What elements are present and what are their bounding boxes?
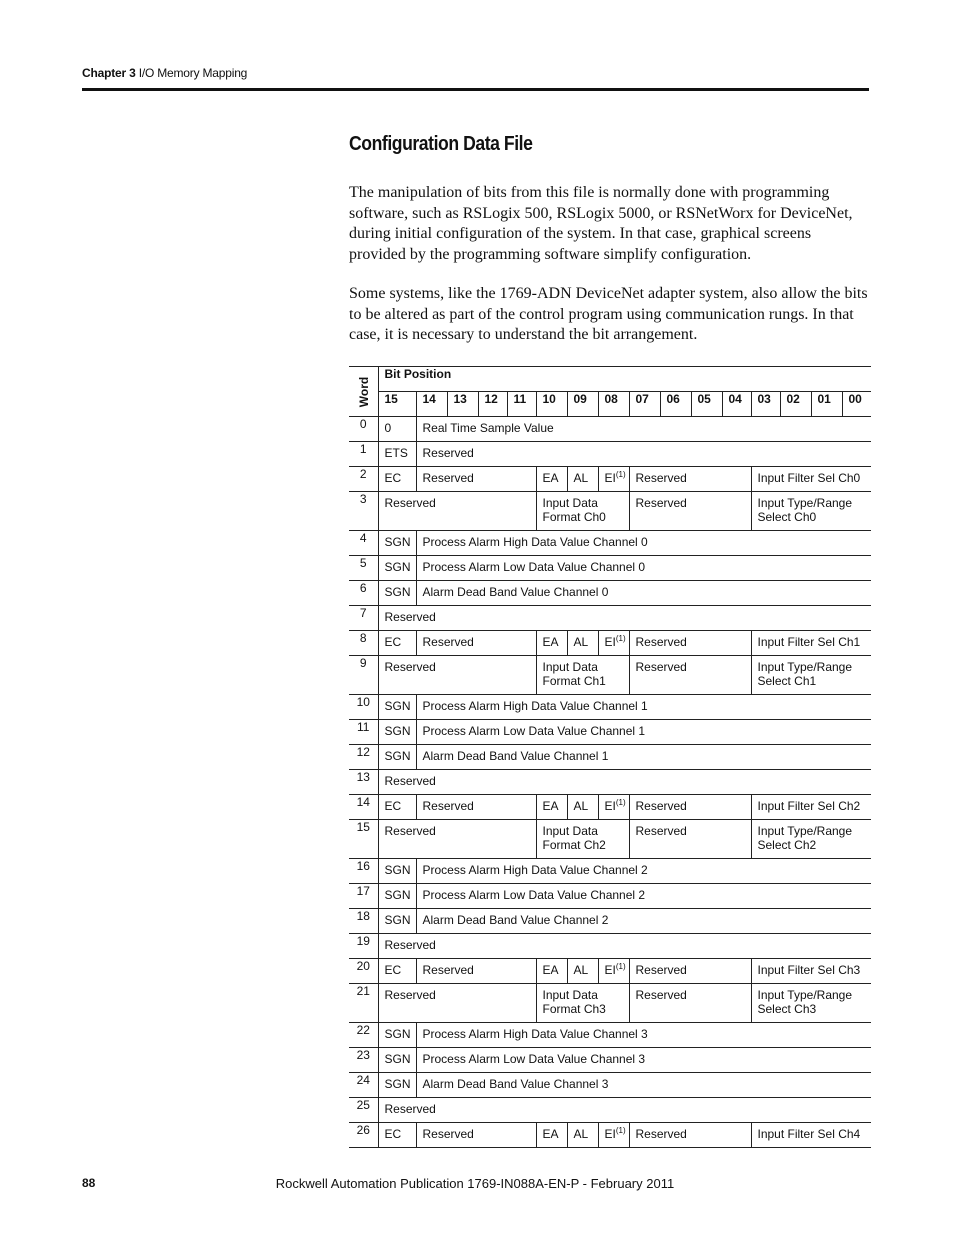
table-row bbox=[349, 720, 871, 745]
reserved-cell: Reserved bbox=[629, 492, 751, 531]
input-data-format-cell: Input Data Format Ch1 bbox=[536, 656, 629, 695]
word-number: 15 bbox=[349, 820, 378, 859]
table-row bbox=[349, 556, 871, 581]
word-number: 13 bbox=[349, 770, 378, 795]
value-cell: Process Alarm High Data Value Channel 2 bbox=[416, 859, 871, 884]
word-number: 9 bbox=[349, 656, 378, 695]
word-number: 26 bbox=[349, 1123, 378, 1148]
paragraph-1: The manipulation of bits from this file is normally done with programming software, such as RSLogix 500, RSLogix 5000, or RSNetWorx for DeviceNet, during initial configuration of the system. In that case, graphical screens provided by the programming software simplify configuration. bbox=[349, 184, 853, 263]
table-row bbox=[349, 1098, 871, 1123]
page-number: 88 bbox=[82, 1176, 96, 1190]
value-cell: Process Alarm Low Data Value Channel 1 bbox=[416, 720, 871, 745]
reserved-cell: Reserved bbox=[378, 984, 536, 1023]
ea-cell: EA bbox=[536, 959, 567, 984]
word-number: 24 bbox=[349, 1073, 378, 1098]
value-cell: Process Alarm Low Data Value Channel 2 bbox=[416, 884, 871, 909]
bit-header-01: 01 bbox=[811, 392, 842, 417]
value-cell: Alarm Dead Band Value Channel 1 bbox=[416, 745, 871, 770]
word-number: 10 bbox=[349, 695, 378, 720]
word-number: 4 bbox=[349, 531, 378, 556]
bit-header-13: 13 bbox=[447, 392, 478, 417]
word-number: 6 bbox=[349, 581, 378, 606]
bit15-cell: SGN bbox=[378, 556, 416, 581]
bit-header-09: 09 bbox=[567, 392, 598, 417]
bit-position-header: Bit Position bbox=[378, 367, 871, 392]
input-filter-cell: Input Filter Sel Ch1 bbox=[751, 631, 871, 656]
bit15-cell: SGN bbox=[378, 695, 416, 720]
word-number: 19 bbox=[349, 934, 378, 959]
reserved-cell: Reserved bbox=[378, 934, 871, 959]
bit15-cell: SGN bbox=[378, 720, 416, 745]
table-row bbox=[349, 1123, 871, 1148]
word-number: 8 bbox=[349, 631, 378, 656]
value-cell: Process Alarm High Data Value Channel 1 bbox=[416, 695, 871, 720]
reserved-cell: Reserved bbox=[416, 631, 536, 656]
reserved-cell: Reserved bbox=[416, 467, 536, 492]
input-type-range-cell: Input Type/Range Select Ch1 bbox=[751, 656, 871, 695]
table-row bbox=[349, 442, 871, 467]
word-number: 12 bbox=[349, 745, 378, 770]
value-cell: Alarm Dead Band Value Channel 3 bbox=[416, 1073, 871, 1098]
bit-header-06: 06 bbox=[660, 392, 691, 417]
word-number: 17 bbox=[349, 884, 378, 909]
reserved-cell: Reserved bbox=[378, 820, 536, 859]
section-title: Configuration Data File bbox=[349, 133, 533, 155]
configuration-bit-map-table bbox=[349, 366, 871, 1148]
ei-cell: EI$^{(1)}$ bbox=[598, 631, 629, 656]
table-row bbox=[349, 417, 871, 442]
table-row bbox=[349, 581, 871, 606]
paragraph-2: Some systems, like the 1769-ADN DeviceNet adapter system, also allow the bits to be altered as part of the control program using communication rungs. In that case, it is necessary to understand the bit arrangement. bbox=[349, 285, 868, 343]
input-filter-cell: Input Filter Sel Ch4 bbox=[751, 1123, 871, 1148]
word-number: 11 bbox=[349, 720, 378, 745]
reserved-cell: Reserved bbox=[416, 795, 536, 820]
reserved-cell: Reserved bbox=[629, 795, 751, 820]
input-data-format-cell: Input Data Format Ch2 bbox=[536, 820, 629, 859]
bit15-cell: SGN bbox=[378, 909, 416, 934]
input-type-range-cell: Input Type/Range Select Ch2 bbox=[751, 820, 871, 859]
bit-header-05: 05 bbox=[691, 392, 722, 417]
reserved-cell: Reserved bbox=[378, 492, 536, 531]
al-cell: AL bbox=[567, 467, 598, 492]
reserved-cell: Reserved bbox=[629, 820, 751, 859]
table-row bbox=[349, 859, 871, 884]
ei-cell: EI$^{(1)}$ bbox=[598, 1123, 629, 1148]
word-number: 14 bbox=[349, 795, 378, 820]
bit15-cell: SGN bbox=[378, 859, 416, 884]
al-cell: AL bbox=[567, 631, 598, 656]
table-row bbox=[349, 984, 871, 1023]
header-rule bbox=[82, 88, 869, 91]
value-cell: Alarm Dead Band Value Channel 2 bbox=[416, 909, 871, 934]
value-cell: Real Time Sample Value bbox=[416, 417, 871, 442]
bit-header-07: 07 bbox=[629, 392, 660, 417]
bit-header-04: 04 bbox=[722, 392, 751, 417]
table-row bbox=[349, 795, 871, 820]
word-number: 2 bbox=[349, 467, 378, 492]
bit-header-08: 08 bbox=[598, 392, 629, 417]
ei-cell: EI$^{(1)}$ bbox=[598, 795, 629, 820]
table-row bbox=[349, 467, 871, 492]
table-row bbox=[349, 820, 871, 859]
ei-cell: EI$^{(1)}$ bbox=[598, 959, 629, 984]
word-number: 1 bbox=[349, 442, 378, 467]
ec-cell: EC bbox=[378, 631, 416, 656]
ea-cell: EA bbox=[536, 1123, 567, 1148]
word-number: 16 bbox=[349, 859, 378, 884]
ec-cell: EC bbox=[378, 467, 416, 492]
running-header bbox=[82, 66, 247, 80]
bit-header-15: 15 bbox=[378, 392, 416, 417]
chapter-label: Chapter 3 bbox=[82, 66, 136, 80]
value-cell: Process Alarm High Data Value Channel 0 bbox=[416, 531, 871, 556]
table-row bbox=[349, 959, 871, 984]
input-type-range-cell: Input Type/Range Select Ch3 bbox=[751, 984, 871, 1023]
value-cell: Reserved bbox=[416, 442, 871, 467]
bit15-cell: SGN bbox=[378, 1023, 416, 1048]
bit15-cell: SGN bbox=[378, 1048, 416, 1073]
ea-cell: EA bbox=[536, 631, 567, 656]
al-cell: AL bbox=[567, 795, 598, 820]
word-column-header: Word bbox=[349, 367, 378, 417]
table-row bbox=[349, 656, 871, 695]
publication-footer: Rockwell Automation Publication 1769-IN088A-EN-P - February 2011 bbox=[275, 1176, 675, 1191]
value-cell: Process Alarm Low Data Value Channel 3 bbox=[416, 1048, 871, 1073]
ei-cell: EI$^{(1)}$ bbox=[598, 467, 629, 492]
value-cell: Process Alarm Low Data Value Channel 0 bbox=[416, 556, 871, 581]
reserved-cell: Reserved bbox=[629, 1123, 751, 1148]
reserved-cell: Reserved bbox=[629, 631, 751, 656]
bit15-cell: 0 bbox=[378, 417, 416, 442]
bit-header-11: 11 bbox=[507, 392, 536, 417]
al-cell: AL bbox=[567, 1123, 598, 1148]
word-number: 21 bbox=[349, 984, 378, 1023]
input-filter-cell: Input Filter Sel Ch0 bbox=[751, 467, 871, 492]
reserved-cell: Reserved bbox=[378, 656, 536, 695]
reserved-cell: Reserved bbox=[416, 1123, 536, 1148]
bit15-cell: SGN bbox=[378, 1073, 416, 1098]
word-number: 20 bbox=[349, 959, 378, 984]
bit-header-02: 02 bbox=[780, 392, 811, 417]
table-row bbox=[349, 745, 871, 770]
input-type-range-cell: Input Type/Range Select Ch0 bbox=[751, 492, 871, 531]
table-row bbox=[349, 1048, 871, 1073]
word-number: 25 bbox=[349, 1098, 378, 1123]
word-number: 0 bbox=[349, 417, 378, 442]
table-row bbox=[349, 606, 871, 631]
table-row bbox=[349, 631, 871, 656]
ec-cell: EC bbox=[378, 1123, 416, 1148]
table-row bbox=[349, 934, 871, 959]
ec-cell: EC bbox=[378, 795, 416, 820]
al-cell: AL bbox=[567, 959, 598, 984]
ea-cell: EA bbox=[536, 467, 567, 492]
value-cell: Alarm Dead Band Value Channel 0 bbox=[416, 581, 871, 606]
bit15-cell: SGN bbox=[378, 745, 416, 770]
table-row bbox=[349, 1023, 871, 1048]
reserved-cell: Reserved bbox=[629, 656, 751, 695]
reserved-cell: Reserved bbox=[378, 606, 871, 631]
table-row bbox=[349, 531, 871, 556]
bit15-cell: SGN bbox=[378, 581, 416, 606]
table-row bbox=[349, 884, 871, 909]
table-row bbox=[349, 492, 871, 531]
bit15-cell: SGN bbox=[378, 884, 416, 909]
value-cell: Process Alarm High Data Value Channel 3 bbox=[416, 1023, 871, 1048]
reserved-cell: Reserved bbox=[629, 467, 751, 492]
word-number: 23 bbox=[349, 1048, 378, 1073]
reserved-cell: Reserved bbox=[416, 959, 536, 984]
reserved-cell: Reserved bbox=[378, 770, 871, 795]
word-number: 22 bbox=[349, 1023, 378, 1048]
reserved-cell: Reserved bbox=[378, 1098, 871, 1123]
word-number: 7 bbox=[349, 606, 378, 631]
word-number: 18 bbox=[349, 909, 378, 934]
bit15-cell: ETS bbox=[378, 442, 416, 467]
table-row bbox=[349, 770, 871, 795]
reserved-cell: Reserved bbox=[629, 984, 751, 1023]
table-row bbox=[349, 695, 871, 720]
reserved-cell: Reserved bbox=[629, 959, 751, 984]
bit-header-00: 00 bbox=[842, 392, 871, 417]
bit-header-10: 10 bbox=[536, 392, 567, 417]
input-filter-cell: Input Filter Sel Ch3 bbox=[751, 959, 871, 984]
bit-header-03: 03 bbox=[751, 392, 780, 417]
input-data-format-cell: Input Data Format Ch3 bbox=[536, 984, 629, 1023]
word-number: 3 bbox=[349, 492, 378, 531]
input-filter-cell: Input Filter Sel Ch2 bbox=[751, 795, 871, 820]
bit-header-12: 12 bbox=[478, 392, 507, 417]
ea-cell: EA bbox=[536, 795, 567, 820]
word-number: 5 bbox=[349, 556, 378, 581]
ec-cell: EC bbox=[378, 959, 416, 984]
table-row bbox=[349, 1073, 871, 1098]
input-data-format-cell: Input Data Format Ch0 bbox=[536, 492, 629, 531]
table-row bbox=[349, 909, 871, 934]
bit-header-14: 14 bbox=[416, 392, 447, 417]
chapter-title: I/O Memory Mapping bbox=[138, 66, 248, 80]
bit15-cell: SGN bbox=[378, 531, 416, 556]
